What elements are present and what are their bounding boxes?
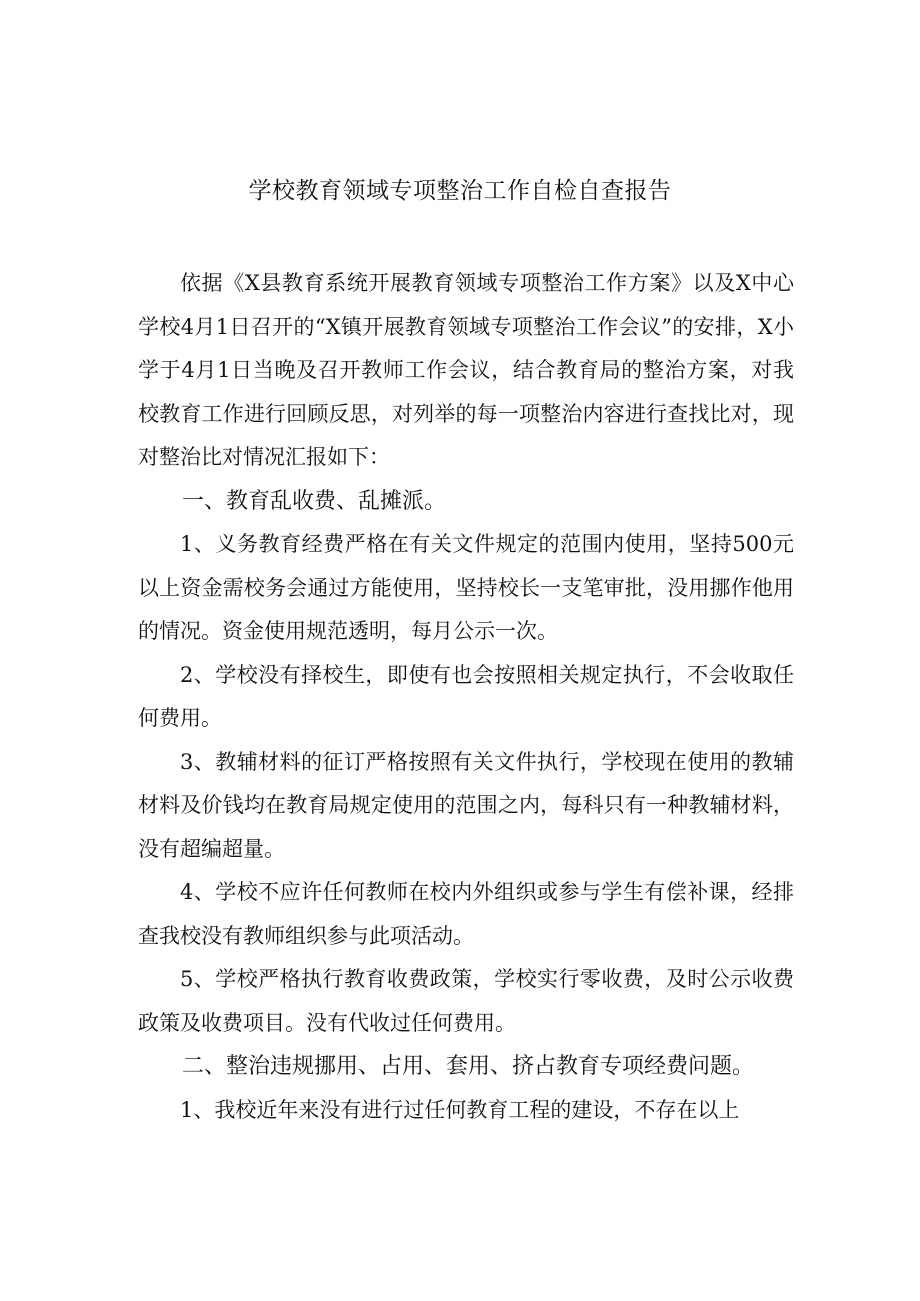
section-1-item-4: 4、学校不应许任何教师在校内外组织或参与学生有偿补课，经排查我校没有教师组织参与此项活动。 (138, 880, 794, 948)
section-1-item-3: 3、教辅材料的征订严格按照有关文件执行，学校现在使用的教辅材料及价钱均在教育局规定使用的范围之内，每科只有一种教辅材料，没有超编超量。 (138, 749, 794, 861)
document-body (138, 262, 794, 1132)
section-1-item-1: 1、义务教育经费严格在有关文件规定的范围内使用，坚持500元以上资金需校务会通过方能使用，坚持校长一支笔审批，没用挪作他用的情况。资金使用规范透明，每月公示一次。 (138, 532, 794, 643)
intro-paragraph: 依据《X县教育系统开展教育领域专项整治工作方案》以及X中心学校4月1日召开的“X镇开展教育领域专项整治工作会议”的安排，X小学于4月1日当晚及召开教师工作会议，结合教育局的整治方案，对我校教育工作进行回顾反思，对列举的每一项整治内容进行查找比对，现对整治比对情况汇报如下： (138, 271, 794, 469)
document-title: 学校教育领域专项整治工作自检自查报告 (248, 178, 672, 204)
section-2-item-1: 1、我校近年来没有进行过任何教育工程的建设，不存在以上 (180, 1097, 740, 1122)
section-1-heading: 一、教育乱收费、乱摊派。 (182, 488, 447, 514)
section-2-heading: 二、整治违规挪用、占用、套用、挤占教育专项经费问题。 (182, 1054, 755, 1079)
section-1-item-2: 2、学校没有择校生，即使有也会按照相关规定执行，不会收取任何费用。 (138, 662, 794, 730)
section-1-item-5: 5、学校严格执行教育收费政策，学校实行零收费，及时公示收费政策及收费项目。没有代收过任何费用。 (138, 967, 794, 1035)
